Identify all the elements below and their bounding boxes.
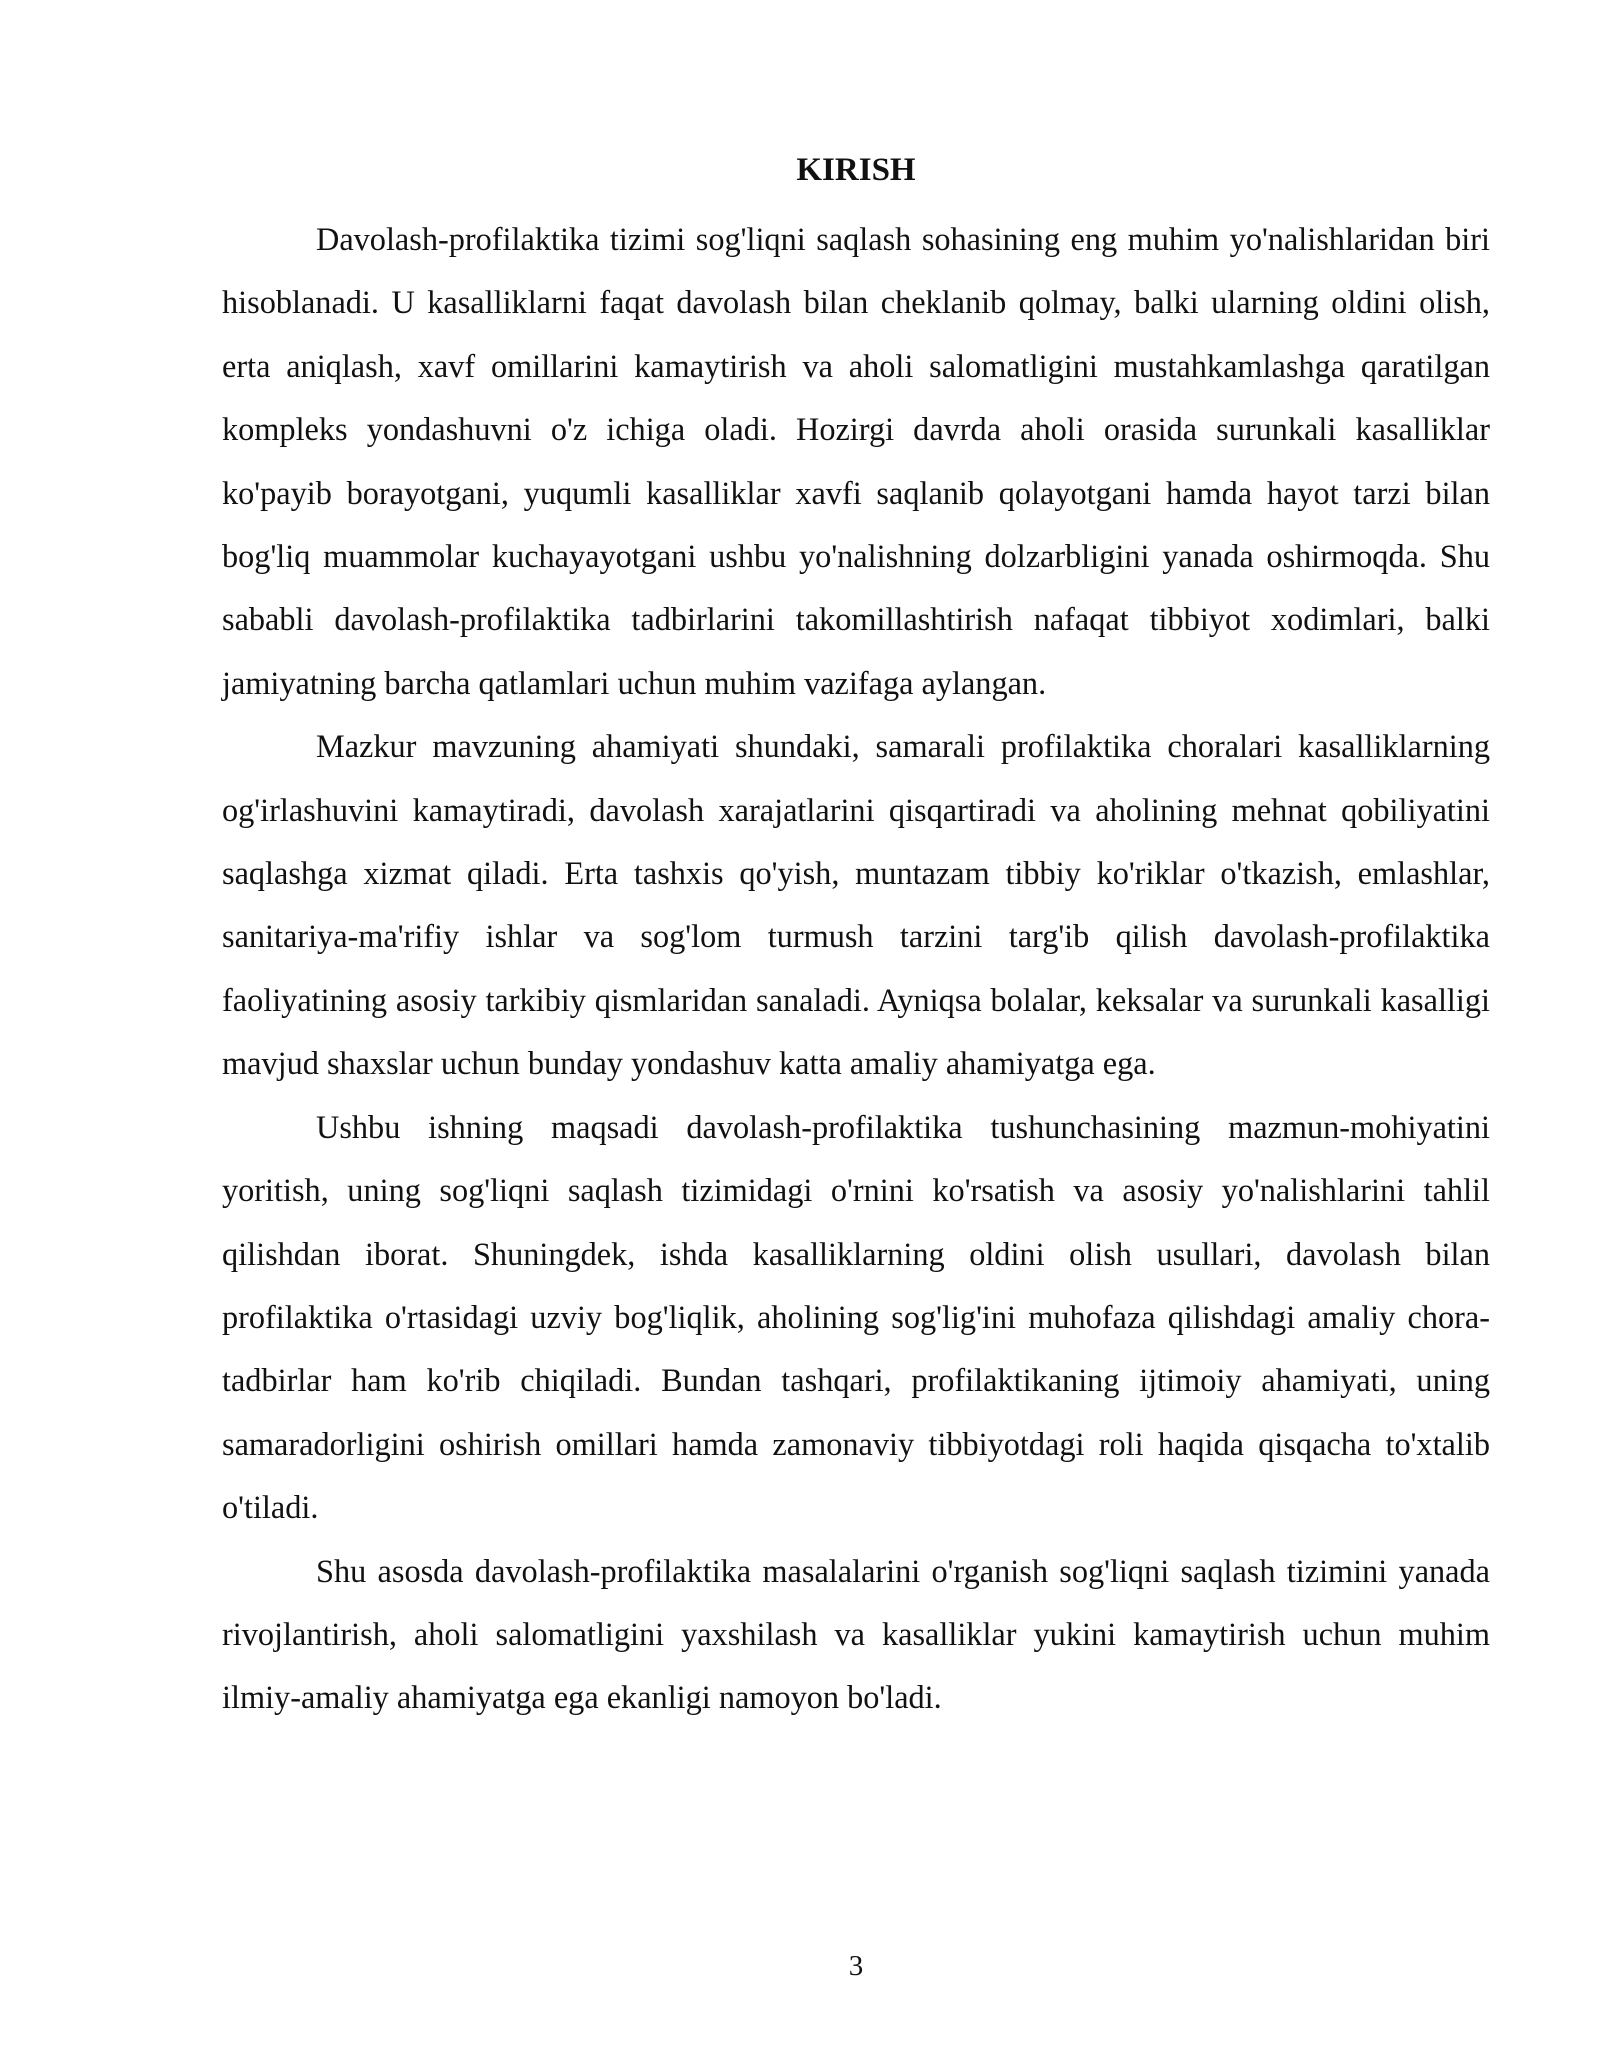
paragraph-3: Ushbu ishning maqsadi davolash-profilaktika tushunchasining mazmun-mohiyatini yoritish, uning sog'liqni saqlash tizimidagi o'rnini ko'rsatish va asosiy yo'nalishlarini tahlil qilishdan iborat. Shuningdek, ishda kasalliklarning oldini olish usullari, davolash bilan profilaktika o'rtasidagi uzviy bog'liqlik, aholining sog'lig'ini muhofaza qilishdagi amaliy chora-tadbirlar ham ko'rib chiqiladi. Bundan tashqari, profilaktikaning ijtimoiy ahamiyati, uning samaradorligini oshirish omillari hamda zamonaviy tibbiyotdagi roli haqida qisqacha to'xtalib o'tiladi. (222, 1108, 1490, 1526)
paragraph-4: Shu asosda davolash-profilaktika masalalarini o'rganish sog'liqni saqlash tizimini yanada rivojlantirish, aholi salomatligini yaxshilash va kasalliklar yukini kamaytirish uchun muhim ilmiy-amaliy ahamiyatga ega ekanligi namoyon bo'ladi. (222, 1552, 1490, 1716)
paragraph-2: Mazkur mavzuning ahamiyati shundaki, samarali profilaktika choralari kasalliklarning og'irlashuvini kamaytiradi, davolash xarajatlarini qisqartiradi va aholining mehnat qobiliyatini saqlashga xizmat qiladi. Erta tashxis qo'yish, muntazam tibbiy ko'riklar o'tkazish, emlashlar, sanitariya-ma'rifiy ishlar va sog'lom turmush tarzini targ'ib qilish davolash-profilaktika faoliyatining asosiy tarkibiy qismlaridan sanaladi. Ayniqsa bolalar, keksalar va surunkali kasalligi mavjud shaxslar uchun bunday yondashuv katta amaliy ahamiyatga ega. (222, 728, 1490, 1082)
section-title: KIRISH (796, 152, 916, 188)
document-body (222, 146, 1490, 1730)
paragraph-1: Davolash-profilaktika tizimi sog'liqni saqlash sohasining eng muhim yo'nalishlaridan biri hisoblanadi. U kasalliklarni faqat davolash bilan cheklanib qolmay, balki ularning oldini olish, erta aniqlash, xavf omillarini kamaytirish va aholi salomatligini mustahkamlashga qaratilgan kompleks yondashuvni o'z ichiga oladi. Hozirgi davrda aholi orasida surunkali kasalliklar ko'payib borayotgani, yuqumli kasalliklar xavfi saqlanib qolayotgani hamda hayot tarzi bilan bog'liq muammolar kuchayayotgani ushbu yo'nalishning dolzarbligini yanada oshirmoqda. Shu sababli davolash-profilaktika tadbirlarini takomillashtirish nafaqat tibbiyot xodimlari, balki jamiyatning barcha qatlamlari uchun muhim vazifaga aylangan. (222, 221, 1490, 701)
page-number: 3 (848, 1950, 864, 1982)
